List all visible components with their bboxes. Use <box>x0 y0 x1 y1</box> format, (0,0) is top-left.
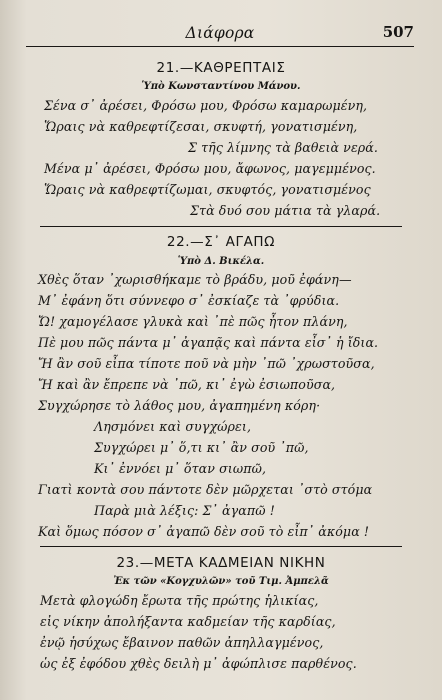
poem-line: Μετὰ φλογώδη ἔρωτα τῆς πρώτης ἡλικίας, <box>40 593 319 608</box>
poem-line: ἐνῷ ἡσύχως ἔβαινον παθῶν ἀπηλλαγμένος, <box>40 635 324 650</box>
poem-line: εἰς νίκην ἀπολήξαντα καδμείαν τῆς καρδίας, <box>40 614 336 629</box>
poem-line: Συγχώρησε τὸ λάθος μου, ἀγαπημένη κόρη· <box>38 398 321 413</box>
section-author: Ὑπὸ Δ. Βικέλα. <box>177 256 265 267</box>
running-title: Διάφορα <box>185 24 255 42</box>
poem-line: Μ᾽ ἐφάνη ὅτι σύννεφο σ᾽ ἐσκίαζε τὰ ᾽φρύδια. <box>38 293 340 308</box>
section-title: 23.—ΜΕΤΑ ΚΑΔΜΕΙΑΝ ΝΙΚΗΝ <box>116 555 326 571</box>
section-author: Ἐκ τῶν «Κογχυλῶν» τοῦ Τιμ. Ἀμπελᾶ <box>113 576 329 587</box>
poem-line: Σ τῆς λίμνης τὰ βαθειὰ νερά. <box>188 140 379 155</box>
section-divider <box>40 546 402 547</box>
poem-line: Χθὲς ὅταν ᾽χωρισθήκαμε τὸ βράδυ, μοῦ ἐφάνη— <box>38 272 352 287</box>
poem-line: Γιατὶ κοντὰ σου πάντοτε δὲν μῶρχεται ᾽στὸ στόμα <box>38 482 373 497</box>
running-header <box>26 22 414 44</box>
poem-line: Ὤ! χαμογέλασε γλυκὰ καὶ ᾽πὲ πῶς ἦτον πλάνη, <box>38 314 348 329</box>
poem-line: Κι᾽ ἐννόει μ᾽ ὅταν σιωπῶ, <box>94 461 267 476</box>
poem-line: ὡς ἐξ ἐφόδου χθὲς δειλὴ μ᾽ ἀφώπλισε παρθένος. <box>40 656 357 671</box>
poem-line: Πὲ μου πῶς πάντα μ᾽ ἀγαπᾷς καὶ πάντα εἶσ᾽ ἡ ἴδια. <box>38 335 379 350</box>
poem-line: Ὥραις νὰ καθρεφτίζεσαι, σκυφτή, γονατισμένη, <box>44 119 358 134</box>
section-divider <box>40 226 402 227</box>
poem-line: Λησμόνει καὶ συγχώρει, <box>94 419 252 434</box>
section-author: Ὑπὸ Κωνσταντίνου Μάνου. <box>141 81 301 92</box>
page-number: 507 <box>382 23 414 41</box>
poem-line: Συγχώρει μ᾽ ὅ,τι κι᾽ ἂν σοῦ ᾽πῶ, <box>94 440 309 455</box>
poem-line: Ἤ καὶ ἂν ἔπρεπε νὰ ᾽πῶ, κι᾽ ἐγὼ ἐσιωποῦσα, <box>38 377 336 392</box>
poem-line: Ὥραις νὰ καθρεφτίζωμαι, σκυφτός, γονατισμένος <box>44 182 371 197</box>
poem-line: Ἤ ἂν σοῦ εἶπα τίποτε ποῦ νὰ μὴν ᾽πῶ ᾽χρωστοῦσα, <box>38 356 375 371</box>
poem-line: Στὰ δυό σου μάτια τὰ γλαρά. <box>190 203 381 218</box>
section-title: 22.—Σ᾽ ΑΓΑΠΩ <box>166 234 276 250</box>
section-title: 21.—ΚΑΘΡΕΠΤΑΙΣ <box>156 60 286 76</box>
poem-line: Παρὰ μιὰ λέξις: Σ᾽ ἀγαπῶ ! <box>94 503 275 518</box>
poem-line: Σένα σ᾽ ἀρέσει, Φρόσω μου, Φρόσω καμαρωμένη, <box>44 98 368 113</box>
poem-line: Καὶ ὅμως πόσον σ᾽ ἀγαπῶ δὲν σοῦ τὸ εἶπ᾽ ἀκόμα ! <box>38 524 370 539</box>
poem-line: Μένα μ᾽ ἀρέσει, Φρόσω μου, ἄφωνος, μαγεμμένος. <box>44 161 376 176</box>
header-rule <box>26 46 414 47</box>
